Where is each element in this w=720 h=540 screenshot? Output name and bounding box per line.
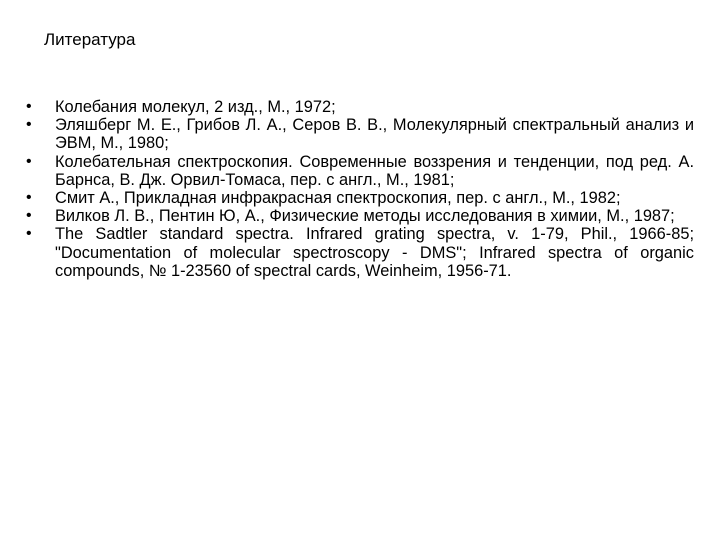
bullet-icon: • xyxy=(26,189,32,207)
slide-title: Литература xyxy=(44,30,136,49)
reference-text: Вилков Л. В., Пентин Ю, А., Физические методы исследования в химии, М., 1987; xyxy=(55,207,675,226)
reference-item xyxy=(26,116,694,152)
bullet-icon: • xyxy=(26,116,32,134)
bullet-icon: • xyxy=(26,207,32,225)
reference-text: Смит А., Прикладная инфракрасная спектроскопия, пер. с англ., М., 1982; xyxy=(55,189,621,208)
reference-item xyxy=(26,189,694,207)
reference-item xyxy=(26,225,694,280)
reference-list xyxy=(26,98,694,280)
bullet-icon: • xyxy=(26,225,32,243)
reference-text: The Sadtler standard spectra. Infrared grating spectra, v. 1-79, Phil., 1966-85; "Documentation of molecular spectroscopy - DMS"; Infrared spectra of organic compounds, № 1-23560 of spectral cards, Weinheim, 1956-71. xyxy=(55,225,694,280)
bullet-icon: • xyxy=(26,152,32,170)
reference-text: Колебания молекул, 2 изд., М., 1972; xyxy=(55,98,336,116)
reference-text: Эляшберг М. Е., Грибов Л. А., Серов В. В., Молекулярный спектральный анализ и ЭВМ, М., 1980; xyxy=(55,116,694,153)
reference-item xyxy=(26,98,694,116)
reference-item xyxy=(26,207,694,225)
reference-item xyxy=(26,153,694,189)
reference-text: Колебательная спектроскопия. Современные воззрения и тенденции, под ред. А. Барнса, В. Дж. Орвил-Томаса, пер. с англ., М., 1981; xyxy=(55,152,694,189)
bullet-icon: • xyxy=(26,98,32,115)
